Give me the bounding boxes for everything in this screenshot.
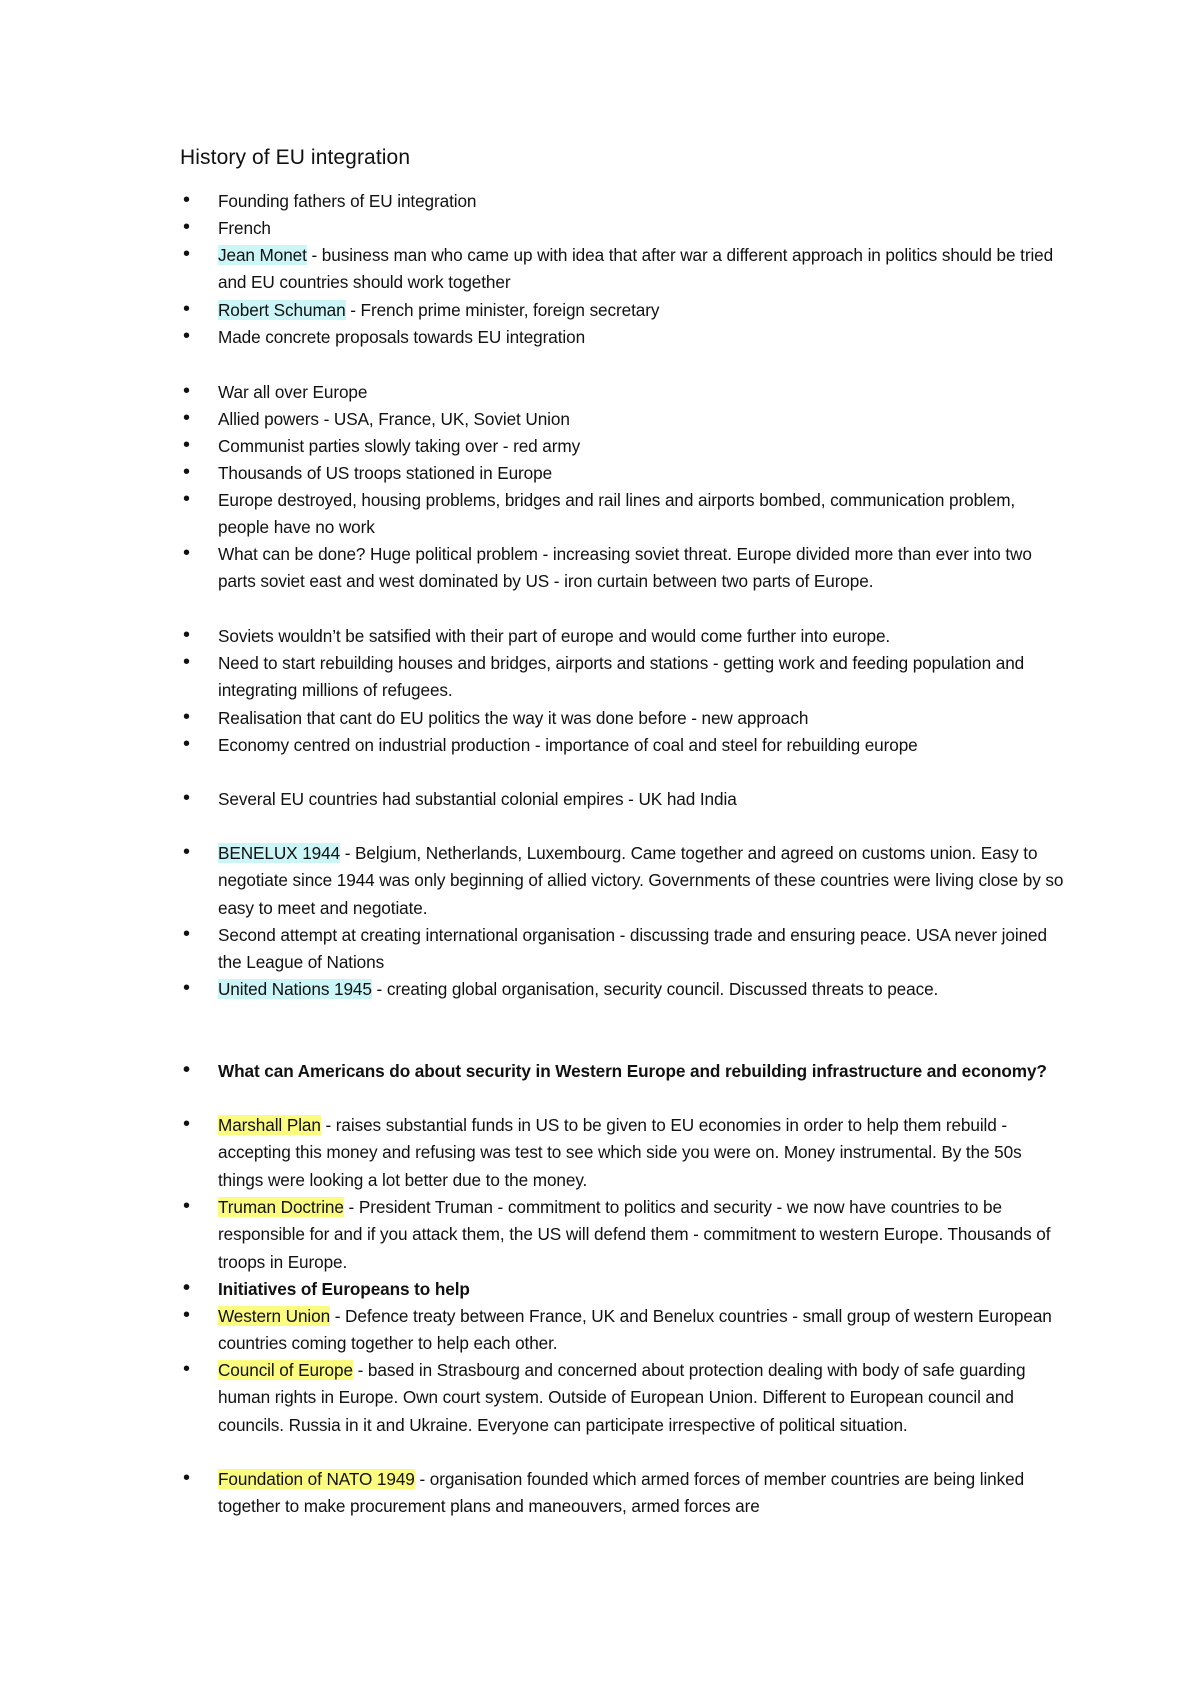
highlight-term: Robert Schuman — [218, 300, 346, 320]
list-item: • Europe destroyed, housing problems, bridges and rail lines and airports bombed, communication problem, people have no work — [218, 487, 1068, 542]
list-item: • What can be done? Huge political problem - increasing soviet threat. Europe divided more than ever into two parts soviet east and west dominated by US - iron curtain between two parts of Europe. — [218, 541, 1068, 596]
highlight-term: Jean Monet — [218, 245, 307, 265]
list-item: • Robert Schuman - French prime minister, foreign secretary — [218, 297, 1068, 324]
list-item: • Realisation that cant do EU politics the way it was done before - new approach — [218, 705, 1068, 732]
list-item: • Council of Europe - based in Strasbourg and concerned about protection dealing with body of safe guarding human rights in Europe. Own court system. Outside of European Union. Different to European council and councils. Russia in it and Ukraine. Everyone can participate irrespective of political situation. — [218, 1357, 1068, 1439]
highlight-term: United Nations 1945 — [218, 979, 372, 999]
list-item: • Allied powers - USA, France, UK, Soviet Union — [218, 406, 1068, 433]
list-item: • Jean Monet - business man who came up with idea that after war a different approach in politics should be tried and EU countries should work together — [218, 242, 1068, 297]
list-item: • Communist parties slowly taking over - red army — [218, 433, 1068, 460]
list-item: • Initiatives of Europeans to help — [218, 1276, 1068, 1303]
list-item: • Made concrete proposals towards EU integration — [218, 324, 1068, 351]
list-item: • BENELUX 1944 - Belgium, Netherlands, Luxembourg. Came together and agreed on customs union. Easy to negotiate since 1944 was only beginning of allied victory. Governments of these countries were living close by so easy to meet and negotiate. — [218, 840, 1068, 922]
list-item: • Need to start rebuilding houses and bridges, airports and stations - getting work and feeding population and integrating millions of refugees. — [218, 650, 1068, 705]
highlight-term: Foundation of NATO 1949 — [218, 1469, 415, 1489]
page-title: History of EU integration — [180, 146, 411, 169]
highlight-term: Marshall Plan — [218, 1115, 321, 1135]
list-item: • What can Americans do about security in Western Europe and rebuilding infrastructure and economy? — [218, 1058, 1068, 1085]
highlight-term: BENELUX 1944 — [218, 843, 341, 863]
list-item: • Second attempt at creating international organisation - discussing trade and ensuring peace. USA never joined the League of Nations — [218, 922, 1068, 977]
list-item: • Economy centred on industrial production - importance of coal and steel for rebuilding europe — [218, 732, 1068, 759]
list-item: • Marshall Plan - raises substantial funds in US to be given to EU economies in order to help them rebuild - accepting this money and refusing was test to see which side you were on. Money instrumental. By the 50s things were looking a lot better due to the money. — [218, 1112, 1068, 1194]
highlight-term: Council of Europe — [218, 1360, 353, 1380]
list-item: • Several EU countries had substantial colonial empires - UK had India — [218, 786, 1068, 813]
list-item: • Western Union - Defence treaty between France, UK and Benelux countries - small group of western European countries coming together to help each other. — [218, 1303, 1068, 1358]
list-item: • United Nations 1945 - creating global organisation, security council. Discussed threats to peace. — [218, 976, 1068, 1003]
list-item: • Truman Doctrine - President Truman - commitment to politics and security - we now have countries to be responsible for and if you attack them, the US will defend them - commitment to western Europe. Thousands of troops in Europe. — [218, 1194, 1068, 1276]
highlight-term: Western Union — [218, 1306, 331, 1326]
list-item: • French — [218, 215, 1068, 242]
list-item: • Foundation of NATO 1949 - organisation founded which armed forces of member countries are being linked together to make procurement plans and maneouvers, armed forces are — [218, 1466, 1068, 1521]
list-item: • Founding fathers of EU integration — [218, 188, 1068, 215]
list-item: • Thousands of US troops stationed in Europe — [218, 460, 1068, 487]
list-item: • Soviets wouldn’t be satsified with their part of europe and would come further into europe. — [218, 623, 1068, 650]
list-item: • War all over Europe — [218, 379, 1068, 406]
highlight-term: Truman Doctrine — [218, 1197, 344, 1217]
